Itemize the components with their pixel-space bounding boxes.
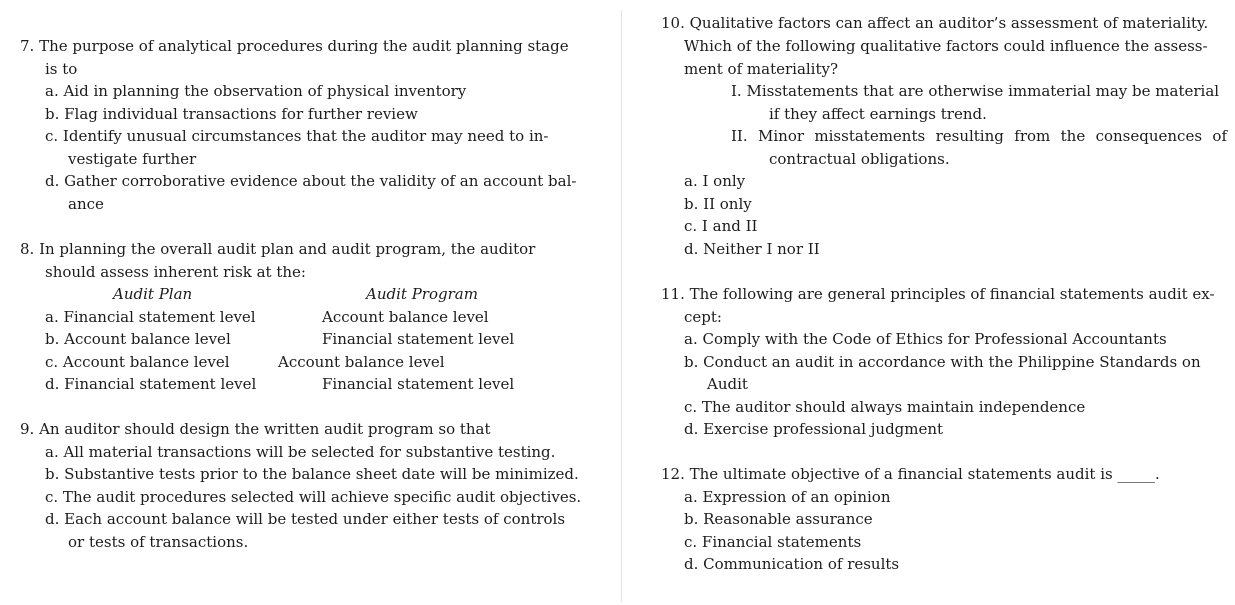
q8-option-a-plan: a. Financial statement level (45, 308, 256, 326)
q8-option-d-program: Financial statement level (322, 375, 515, 393)
q12-option-d: d. Communication of results (684, 555, 900, 573)
q7-stem-cont: is to (45, 60, 78, 78)
q10-statement-i: I. Misstatements that are otherwise immaterial may be material (731, 82, 1220, 100)
q9-option-d-cont: or tests of transactions. (68, 533, 249, 551)
q8-option-d-plan: d. Financial statement level (45, 375, 257, 393)
q10-option-a: a. I only (684, 172, 746, 190)
q8-option-c-plan: c. Account balance level (45, 353, 230, 371)
q11-stem: 11. The following are general principles of financial statements audit ex- (661, 285, 1215, 303)
q11-stem-cont: cept: (684, 308, 722, 326)
q8-option-b-plan: b. Account balance level (45, 330, 231, 348)
q11-option-b-cont: Audit (707, 375, 748, 393)
q10-option-d: d. Neither I nor II (684, 240, 820, 258)
q11-option-a: a. Comply with the Code of Ethics for Professional Accountants (684, 330, 1167, 348)
q9-option-b: b. Substantive tests prior to the balance sheet date will be minimized. (45, 465, 579, 483)
q7-option-a: a. Aid in planning the observation of physical inventory (45, 82, 467, 100)
q11-option-c: c. The auditor should always maintain independence (684, 398, 1086, 416)
q10-statement-ii: II. Minor misstatements resulting from the consequences of (731, 127, 1227, 145)
q9-option-d: d. Each account balance will be tested under either tests of controls (45, 510, 566, 528)
q7-option-c: c. Identify unusual circumstances that the auditor may need to in- (45, 127, 549, 145)
q8-col-header-program: Audit Program (366, 285, 478, 303)
q7-option-b: b. Flag individual transactions for further review (45, 105, 418, 123)
q10-stem-cont-2: ment of materiality? (684, 60, 839, 78)
q9-option-a: a. All material transactions will be selected for substantive testing. (45, 443, 556, 461)
q12-option-c: c. Financial statements (684, 533, 862, 551)
q8-option-b-program: Financial statement level (322, 330, 515, 348)
q9-stem: 9. An auditor should design the written audit program so that (20, 420, 491, 438)
q10-stem-cont: Which of the following qualitative factors could influence the assess- (684, 37, 1208, 55)
q10-stem: 10. Qualitative factors can affect an auditor’s assessment of materiality. (661, 14, 1209, 32)
q8-stem-cont: should assess inherent risk at the: (45, 263, 306, 281)
q10-option-b: b. II only (684, 195, 752, 213)
q8-col-header-plan: Audit Plan (113, 285, 193, 303)
q9-option-c: c. The audit procedures selected will achieve specific audit objectives. (45, 488, 582, 506)
q7-stem: 7. The purpose of analytical procedures during the audit planning stage (20, 37, 569, 55)
q12-option-b: b. Reasonable assurance (684, 510, 873, 528)
q7-option-d: d. Gather corroborative evidence about the validity of an account bal- (45, 172, 577, 190)
q11-option-d: d. Exercise professional judgment (684, 420, 944, 438)
q7-option-d-cont: ance (68, 195, 104, 213)
q8-option-a-program: Account balance level (322, 308, 489, 326)
q8-option-c-program: Account balance level (278, 353, 445, 371)
q11-option-b: b. Conduct an audit in accordance with the Philippine Standards on (684, 353, 1201, 371)
q7-option-c-cont: vestigate further (68, 150, 197, 168)
q10-statement-i-cont: if they affect earnings trend. (769, 105, 987, 123)
q12-option-a: a. Expression of an opinion (684, 488, 891, 506)
q10-option-c: c. I and II (684, 217, 758, 235)
column-divider (621, 10, 622, 602)
q12-stem: 12. The ultimate objective of a financial statements audit is _____. (661, 465, 1160, 483)
q10-statement-ii-cont: contractual obligations. (769, 150, 950, 168)
q8-stem: 8. In planning the overall audit plan and audit program, the auditor (20, 240, 536, 258)
